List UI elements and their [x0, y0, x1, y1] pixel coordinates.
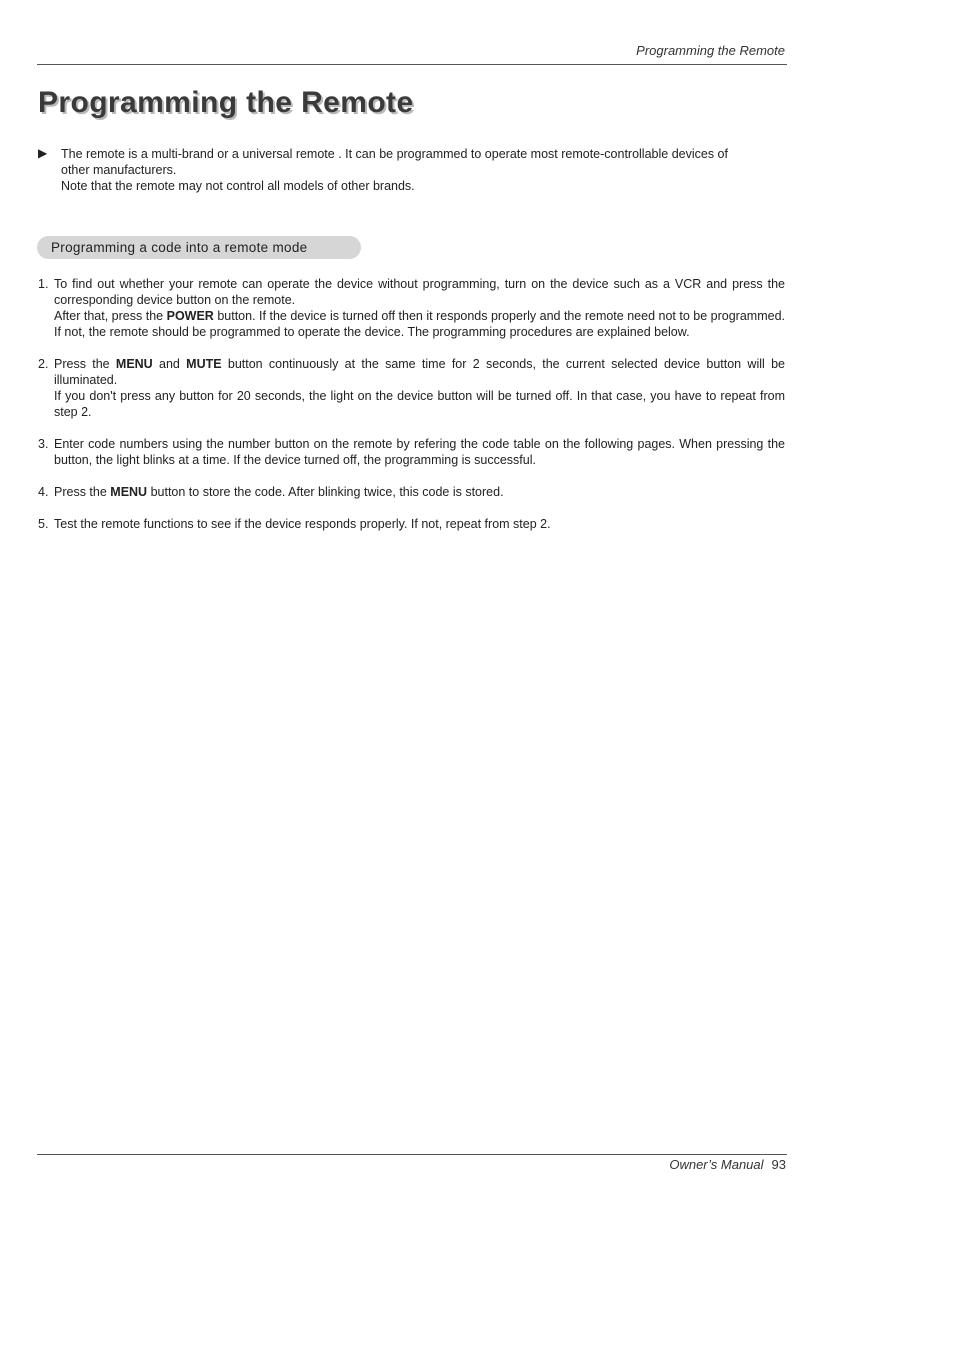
footer-rule: [37, 1154, 787, 1155]
menu-keyword: MENU: [115, 357, 153, 371]
power-keyword: POWER: [166, 309, 214, 323]
step-text: To find out whether your remote can operate the device without programming, turn on the device such as a VCR and press the corresponding device button on the remote.: [54, 277, 785, 307]
section-heading: Programming a code into a remote mode: [37, 236, 361, 259]
step-item: [38, 436, 785, 468]
step-text: Press the MENU and MUTE button continuously at the same time for 2 seconds, the current selected device button will be illuminated.: [54, 357, 785, 387]
footer-label: Owner’s Manual: [669, 1157, 764, 1172]
step-text: If you don't press any button for 20 seconds, the light on the device button will be turned off. In that case, you have to repeat from step 2.: [54, 389, 785, 419]
step-number: 2.: [38, 357, 49, 371]
page-footer: [669, 1157, 786, 1172]
page-number: 93: [771, 1157, 786, 1172]
step-item: [38, 516, 785, 532]
intro-text: [61, 146, 768, 194]
step-number: 4.: [38, 485, 49, 499]
intro-block: [38, 146, 768, 194]
step-text: Enter code numbers using the number button on the remote by refering the code table on the following pages. When pressing the button, the light blinks at a time. If the device turned off, the programming is successful.: [54, 437, 785, 467]
step-text: Press the MENU button to store the code. After blinking twice, this code is stored.: [54, 485, 504, 499]
mute-keyword: MUTE: [186, 357, 222, 371]
running-header: Programming the Remote: [636, 43, 785, 58]
menu-keyword: MENU: [110, 485, 148, 499]
step-number: 1.: [38, 277, 49, 291]
step-text: Test the remote functions to see if the device responds properly. If not, repeat from step 2.: [54, 517, 551, 531]
play-arrow-icon: ▶: [38, 146, 48, 160]
intro-line: Note that the remote may not control all models of other brands.: [61, 179, 415, 193]
steps-list: [38, 276, 785, 548]
step-item: [38, 484, 785, 500]
step-item: [38, 276, 785, 340]
step-number: 3.: [38, 437, 49, 451]
step-item: [38, 356, 785, 420]
intro-line: The remote is a multi-brand or a universal remote . It can be programmed to operate most remote-controllable devices of: [61, 147, 728, 161]
step-number: 5.: [38, 517, 49, 531]
header-rule: [37, 64, 787, 65]
page-title: Programming the Remote: [38, 86, 414, 119]
intro-line: other manufacturers.: [61, 163, 177, 177]
step-text: After that, press the POWER button. If the device is turned off then it responds properly and the remote need not to be programmed. If not, the remote should be programmed to operate the device. The programming procedures are explained below.: [54, 309, 785, 339]
